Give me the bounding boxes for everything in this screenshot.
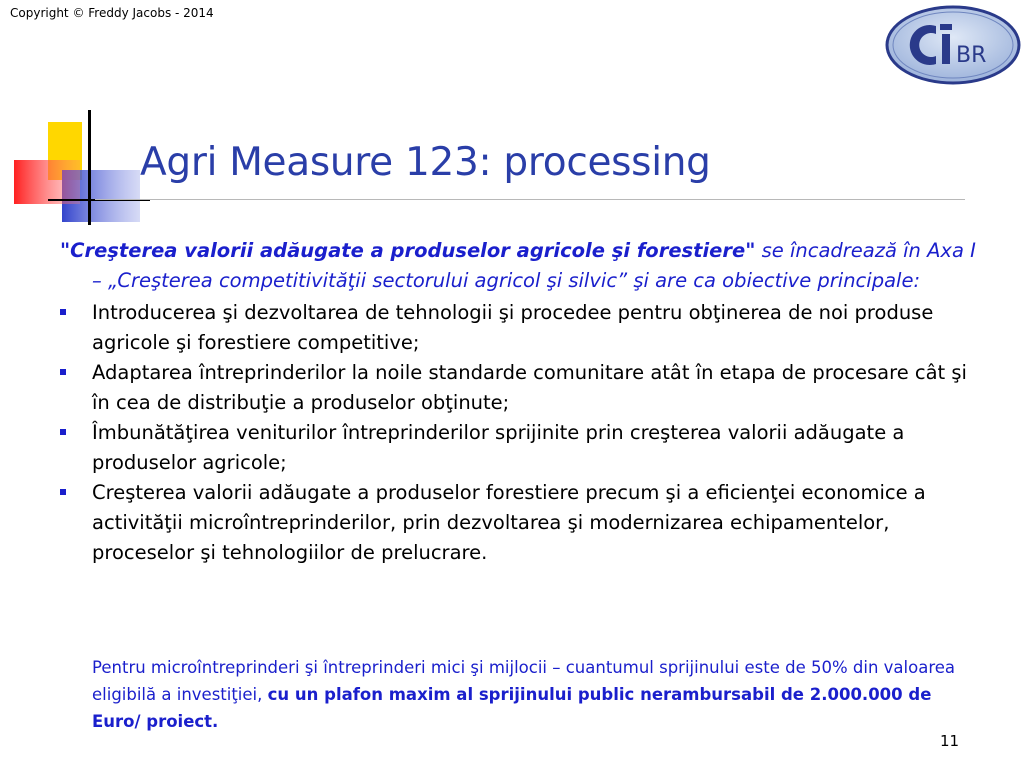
- list-item: [60, 298, 980, 358]
- intro-rest: se încadrează în Axa I – „Creşterea competitivităţii sectorului agricol şi silvic” şi are ca obiective principale:: [92, 239, 976, 292]
- bullet-square-icon: [60, 309, 66, 315]
- list-item: [60, 358, 980, 418]
- cibr-logo: [884, 4, 1022, 86]
- intro-paragraph: [60, 236, 980, 296]
- note-plain: Pentru microîntreprinderi şi întreprinderi mici şi mijlocii – cuantumul sprijinului este de 50% din valoarea eligibilă a investiţiei,: [92, 658, 956, 704]
- list-item: [60, 478, 980, 568]
- page-number: 11: [940, 732, 960, 750]
- funding-note: [92, 654, 972, 735]
- title-divider: [95, 199, 965, 200]
- bullet-square-icon: [60, 369, 66, 375]
- list-item-text: Adaptarea întreprinderilor la noile standarde comunitare atât în etapa de procesare cât şi în cea de distribuţie a produselor obţinute;: [92, 361, 967, 414]
- slide-title: Agri Measure 123: processing: [140, 140, 711, 185]
- list-item-text: Îmbunătăţirea veniturilor întreprinderilor sprijinite prin creşterea valorii adăugate a produselor agricole;: [92, 421, 905, 474]
- list-item-text: Introducerea şi dezvoltarea de tehnologii şi procedee pentru obţinerea de noi produse agricole şi forestiere competitive;: [92, 301, 934, 354]
- note-bold: cu un plafon maxim al sprijinului public nerambursabil de 2.000.000 de Euro/ proiect.: [92, 685, 932, 731]
- list-item-text: Creşterea valorii adăugate a produselor forestiere precum şi a eficienţei economice a activităţii microîntreprinderilor, prin dezvoltarea şi modernizarea echipamentelor, proceselor şi tehnologiilor de prelucrare.: [92, 481, 926, 564]
- svg-text:BR: BR: [956, 43, 987, 68]
- intro-bold: "Creşterea valorii adăugate a produselor agricole şi forestiere": [60, 239, 756, 262]
- slide-body: [60, 236, 980, 568]
- bullet-square-icon: [60, 489, 66, 495]
- objectives-list: [60, 298, 980, 568]
- list-item: [60, 418, 980, 478]
- bullet-square-icon: [60, 429, 66, 435]
- title-decoration: [0, 100, 150, 230]
- copyright-text: Copyright © Freddy Jacobs - 2014: [10, 6, 214, 20]
